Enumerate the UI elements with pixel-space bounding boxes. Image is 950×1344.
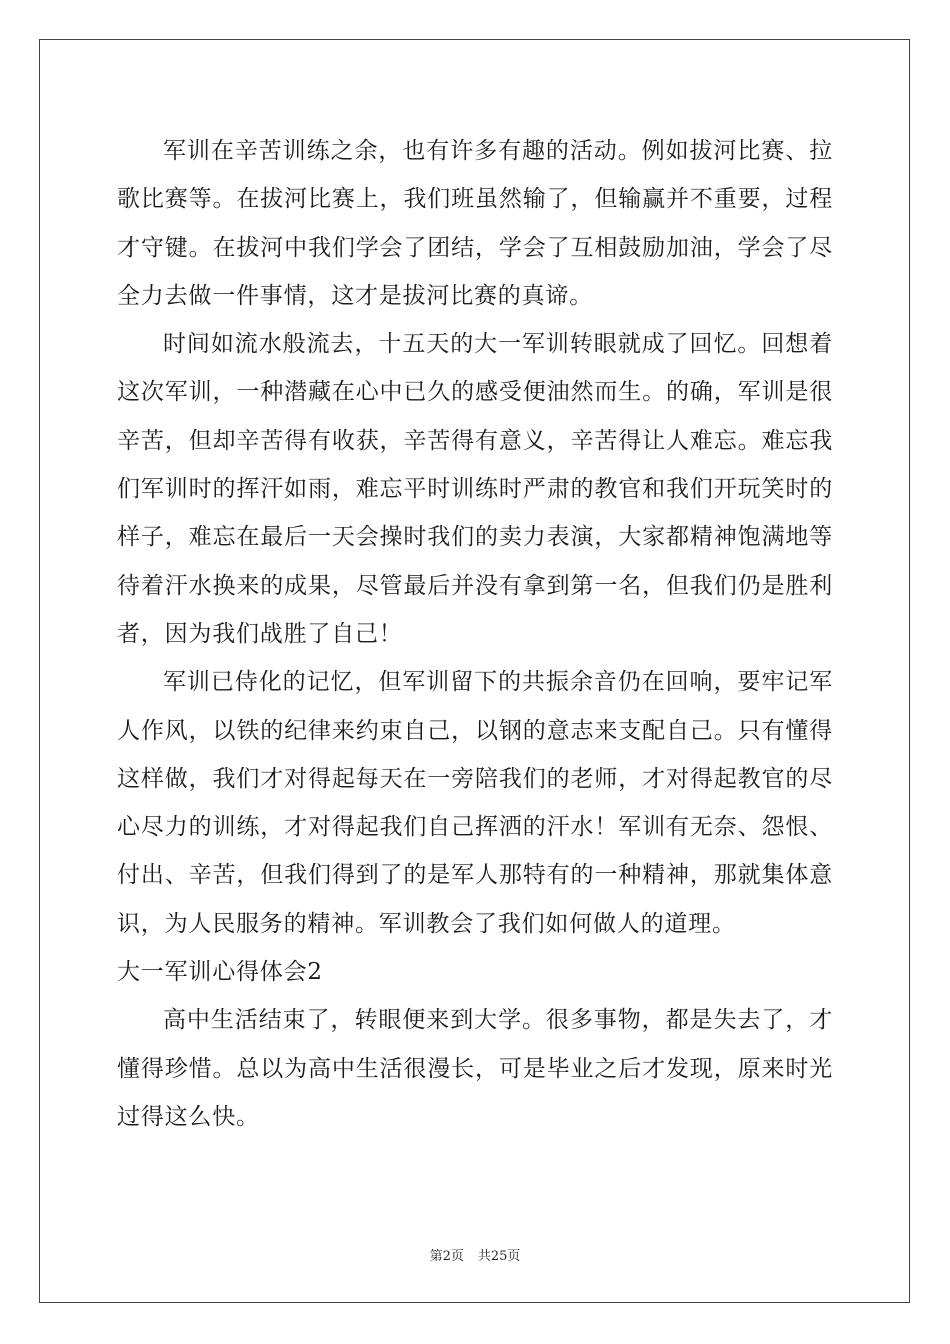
paragraph-3: 军训已侍化的记忆，但军训留下的共振余音仍在回响，要牢记军人作风，以铁的纪律来约束自己，以钢的意志来支配自己。只有懂得这样做，我们才对得起每天在一旁陪我们的老师，才对得起教官的尽心尽力的训练，才对得起我们自己挥洒的汗水！军训有无奈、怨恨、付出、辛苦，但我们得到了的是军人那特有的一种精神，那就集体意识，为人民服务的精神。军训教会了我们如何做人的道理。 bbox=[117, 669, 833, 937]
document-body bbox=[117, 127, 833, 1141]
paragraph-4: 高中生活结束了，转眼便来到大学。很多事物，都是失去了，才懂得珍惜。总以为高中生活很漫长，可是毕业之后才发现，原来时光过得这么快。 bbox=[117, 1007, 833, 1130]
page-number: 第2页 bbox=[429, 1249, 464, 1264]
paragraph-2: 时间如流水般流去，十五天的大一军训转眼就成了回忆。回想着这次军训，一种潜藏在心中已久的感受便油然而生。的确，军训是很辛苦，但却辛苦得有收获，辛苦得有意义，辛苦得让人难忘。难忘我们军训时的挥汗如雨，难忘平时训练时严肃的教官和我们开玩笑时的样子，难忘在最后一天会操时我们的卖力表演，大家都精神饱满地等待着汗水换来的成果，尽管最后并没有拿到第一名，但我们仍是胜利者，因为我们战胜了自己！ bbox=[117, 331, 833, 647]
section-heading: 大一军训心得体会2 bbox=[117, 959, 323, 986]
page-footer bbox=[0, 1249, 950, 1265]
page-total: 共25页 bbox=[477, 1249, 521, 1264]
paragraph-1: 军训在辛苦训练之余，也有许多有趣的活动。例如拔河比赛、拉歌比赛等。在拔河比赛上，我们班虽然输了，但输赢并不重要，过程才守键。在拔河中我们学会了团结，学会了互相鼓励加油，学会了尽全力去做一件事情，这才是拔河比赛的真谛。 bbox=[117, 138, 833, 309]
